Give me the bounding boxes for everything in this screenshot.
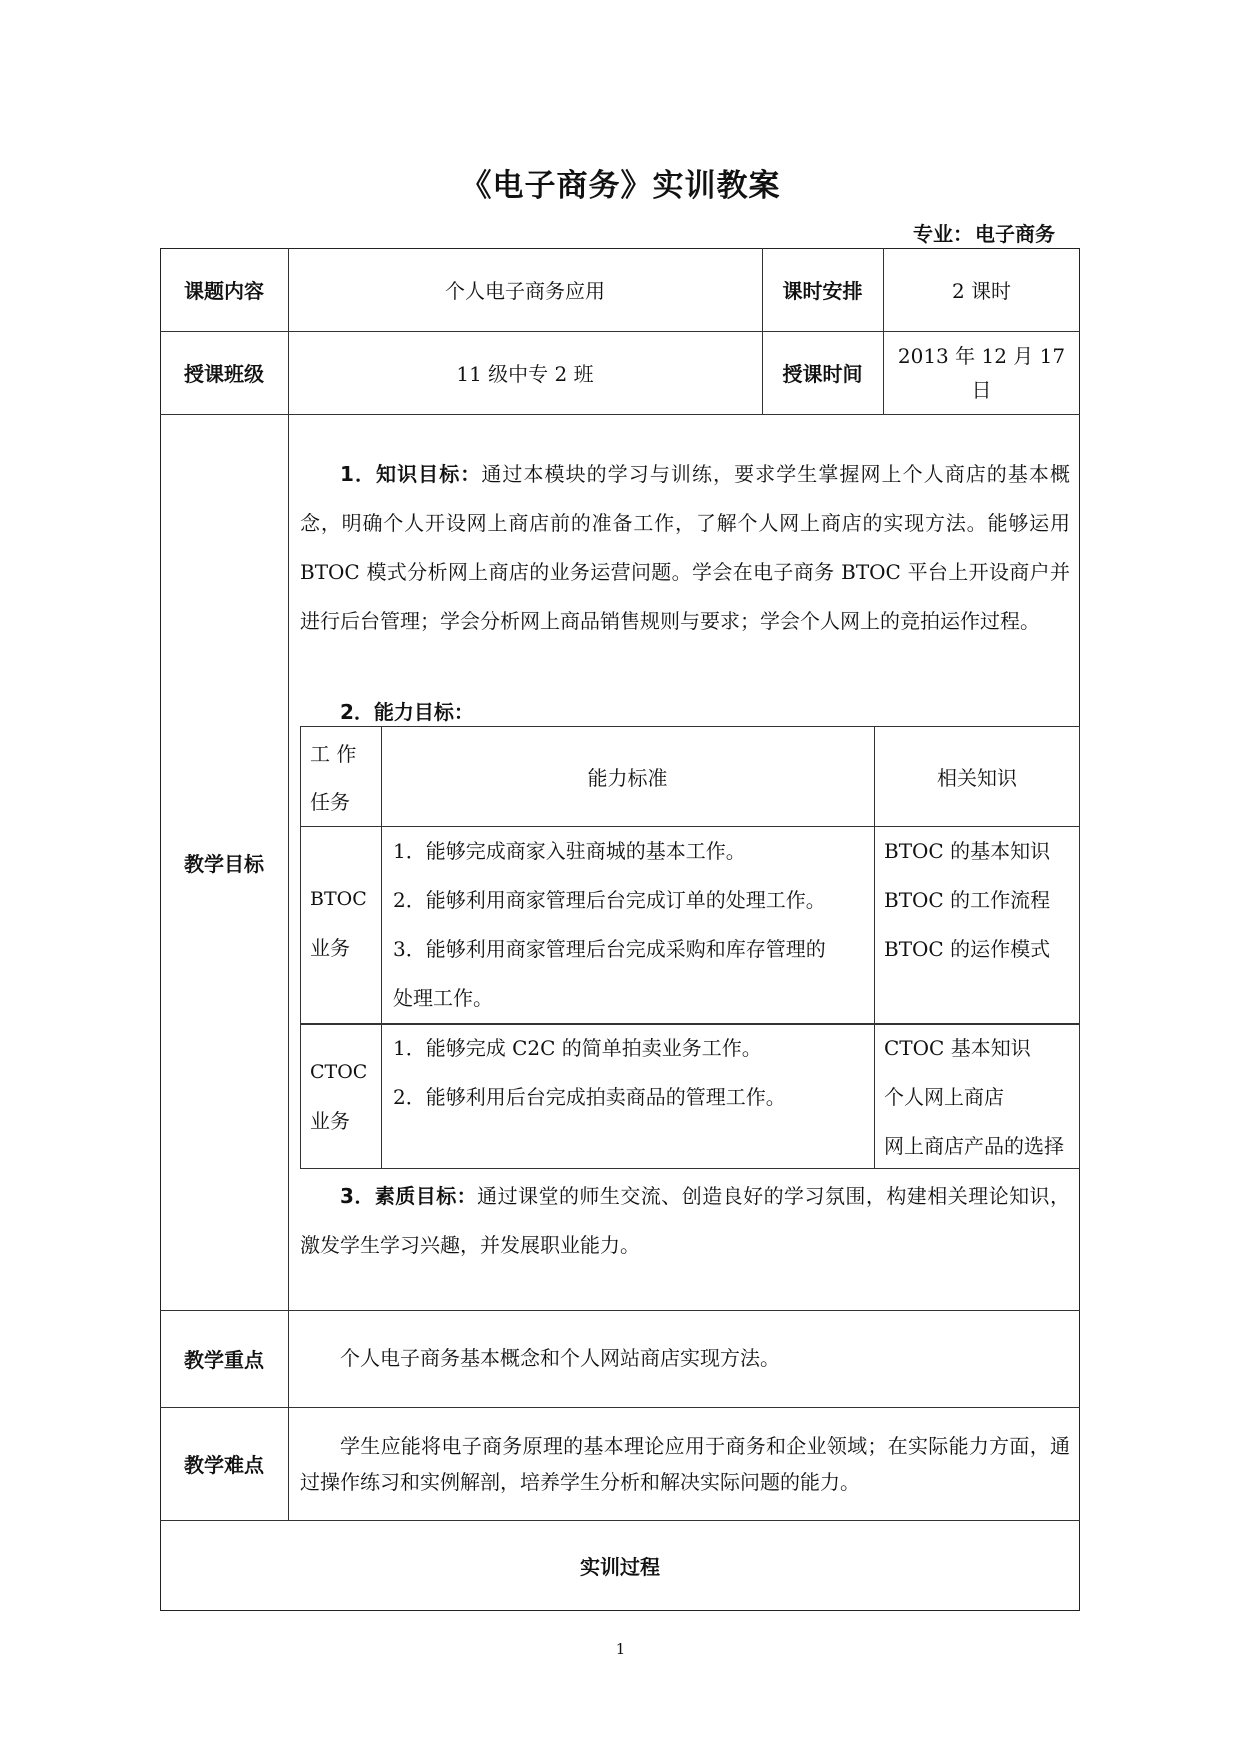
task-btoc-line1: BTOC <box>310 888 367 910</box>
label-objectives: 教学目标 <box>184 851 264 876</box>
quality-objective-text: 通过课堂的师生交流、创造良好的学习氛围，构建相关理论知识，激发学生学习兴趣，并发展职业能力。 <box>300 1184 1071 1257</box>
training-process-heading: 实训过程 <box>580 1555 660 1579</box>
ctoc-knowledge-3: 网上商店产品的选择 <box>884 1134 1064 1158</box>
label-topic: 课题内容 <box>184 279 264 303</box>
ability-objective-title: 2．能力目标： <box>340 700 474 724</box>
page-number: 1 <box>615 1640 626 1658</box>
btoc-standard-3: 3．能够利用商家管理后台完成采购和库存管理的 <box>393 937 826 961</box>
label-key-points: 教学重点 <box>184 1348 264 1372</box>
hours-value: 2 课时 <box>951 279 1012 303</box>
header-task-line2: 任务 <box>310 790 350 814</box>
ctoc-knowledge-1: CTOC 基本知识 <box>884 1036 1031 1060</box>
knowledge-objective-text: 通过本模块的学习与训练，要求学生掌握网上个人商店的基本概念，明确个人开设网上商店前的准备工作，了解个人网上商店的实现方法。能够运用 BTOC 模式分析网上商店的业务运营问题。学会在电子商务 BTOC 平台上开设商户并进行后台管理；学会分析网上商品销售规则与要求；学会个人网上的竞拍运作过程。 <box>300 462 1070 633</box>
page-title: 《电子商务》实训教案 <box>460 168 781 204</box>
difficulties-text: 学生应能将电子商务原理的基本理论应用于商务和企业领域；在实际能力方面，通过操作练习和实例解剖，培养学生分析和解决实际问题的能力。 <box>300 1434 1070 1494</box>
task-ctoc-line1: CTOC <box>310 1061 368 1083</box>
date-line-1: 2013 年 12 月 17 <box>897 343 1066 368</box>
header-task-line1: 工 作 <box>310 742 357 766</box>
major-value: 电子商务 <box>975 222 1055 246</box>
btoc-knowledge-2: BTOC 的工作流程 <box>884 888 1051 912</box>
header-standard: 能力标准 <box>587 765 668 790</box>
row-divider <box>160 414 1080 415</box>
task-ctoc-line2: 业务 <box>310 1109 350 1133</box>
quality-objective-title: 3．素质目标： <box>340 1184 478 1208</box>
label-class: 授课班级 <box>184 362 264 386</box>
major-label: 专业： <box>913 222 973 246</box>
knowledge-objective-title: 1．知识目标： <box>340 462 482 486</box>
btoc-standard-2: 2．能够利用商家管理后台完成订单的处理工作。 <box>393 888 826 912</box>
label-hours: 课时安排 <box>782 279 863 303</box>
btoc-standard-1: 1．能够完成商家入驻商城的基本工作。 <box>393 839 746 863</box>
header-knowledge: 相关知识 <box>937 765 1017 790</box>
key-points-text: 个人电子商务基本概念和个人网站商店实现方法。 <box>340 1346 780 1370</box>
task-btoc-line2: 业务 <box>310 936 350 960</box>
date-line-2: 日 <box>971 377 992 402</box>
ctoc-standard-1: 1．能够完成 C2C 的简单拍卖业务工作。 <box>393 1036 762 1060</box>
ctoc-standard-2: 2．能够利用后台完成拍卖商品的管理工作。 <box>393 1085 786 1109</box>
label-date: 授课时间 <box>782 362 863 386</box>
class-value: 11 级中专 2 班 <box>456 362 594 386</box>
btoc-standard-3-cont: 处理工作。 <box>393 986 493 1010</box>
date-value <box>883 331 1080 414</box>
btoc-knowledge-3: BTOC 的运作模式 <box>884 937 1051 961</box>
knowledge-objective <box>300 450 1070 646</box>
label-column-divider <box>288 248 289 1520</box>
quality-objective <box>300 1172 1070 1270</box>
row-divider <box>160 1407 1080 1408</box>
topic-value: 个人电子商务应用 <box>445 279 605 303</box>
ctoc-knowledge-2: 个人网上商店 <box>884 1085 1004 1109</box>
major-line <box>880 218 1055 247</box>
btoc-knowledge-1: BTOC 的基本知识 <box>884 839 1051 863</box>
label-difficulties: 教学难点 <box>184 1453 264 1477</box>
